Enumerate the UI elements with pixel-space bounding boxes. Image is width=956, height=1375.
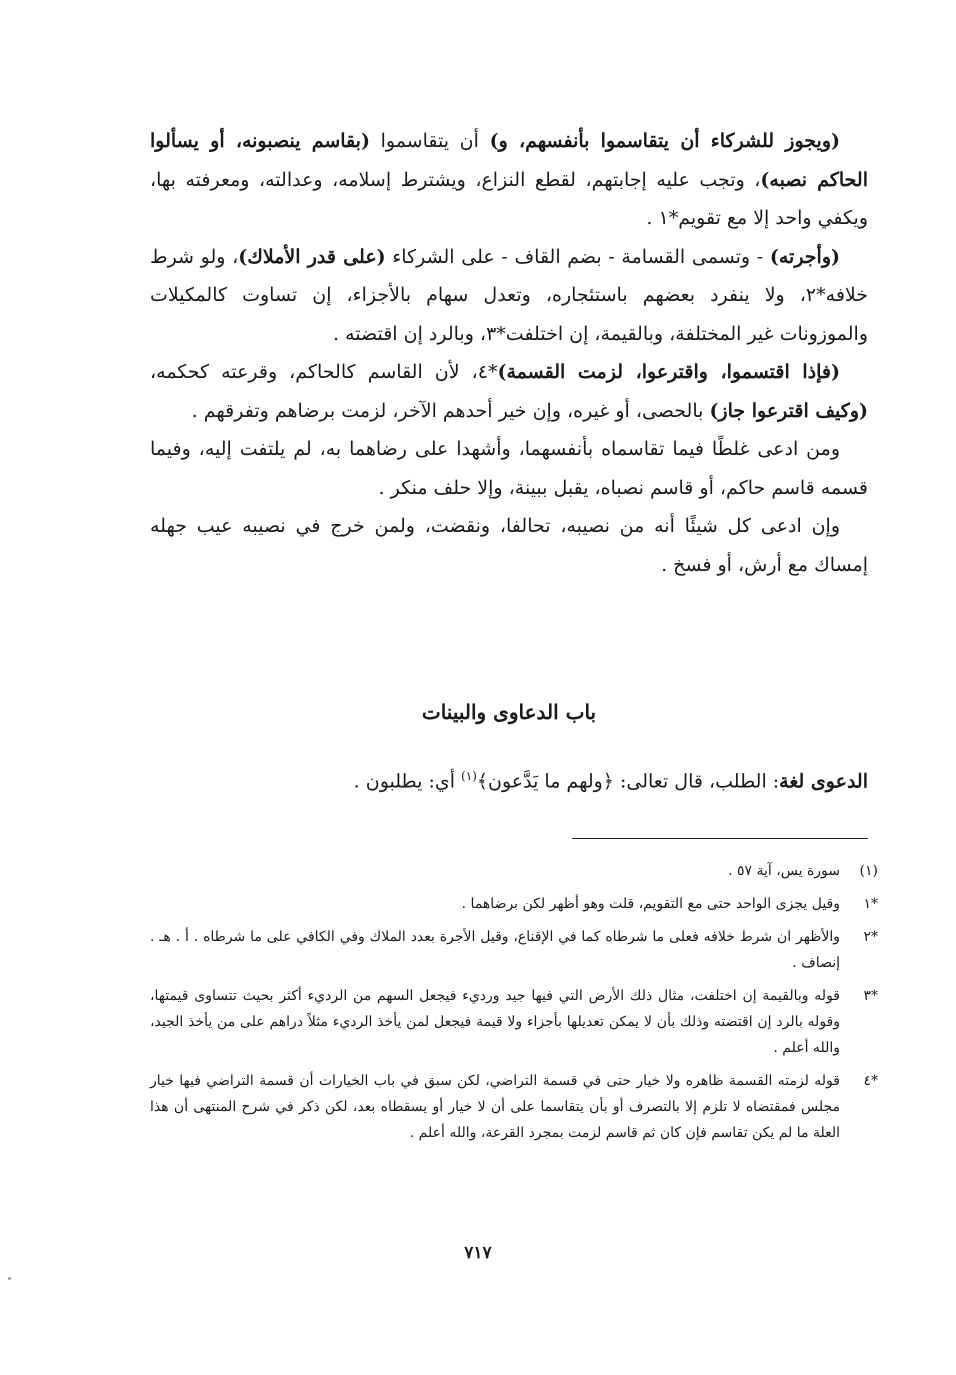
text-run: - وتسمى القسامة - بضم القاف - على الشركاء	[385, 245, 770, 268]
paragraph-1	[150, 122, 868, 238]
bold-phrase: (بقاسم ينصبونه، أو يسألوا الحاكم نصبه)	[150, 130, 868, 191]
footnote-text: والأظهر ان شرط خلافه فعلى ما شرطاه كما في الإقناع، وقيل الأجرة بعدد الملاك وفي الكافي على ما شرطاه . أ . هـ . إنصاف .	[150, 929, 840, 971]
paragraph-4: ومن ادعى غلطًا فيما تقاسماه بأنفسهما، وأشهدا على رضاهما به، لم يلتفت إليه، وفيما قسمه قاسم حاكم، أو قاسم نصباه، يقبل ببينة، وإلا حلف منكر .	[150, 438, 868, 499]
footnote-text: وقيل يجزى الواحد حتى مع التقويم، قلت وهو أظهر لكن برضاهما .	[461, 896, 840, 912]
text-run: أن يتقاسموا	[369, 130, 490, 152]
footnote-text: قوله وبالقيمة إن اختلفت، مثال ذلك الأرض التي فيها جيد ورديء فيجعل السهم من الرديء أكثر بحيث تتساوى قيمتها، وقوله بالرد إن اقتضته وذلك بأن لا يمكن تعديلها بأجزاء ولا قيمة فيجعل لمن يأخذ الرديء مثلاً دراهم على من يأخذ الجيد، والله أعلم .	[150, 988, 840, 1056]
scan-speck	[8, 1277, 11, 1280]
footnote-text: قوله لزمته القسمة ظاهره ولا خيار حتى في قسمة التراضي، لكن سبق في باب الخيارات أن قسمة التراضي فيها خيار مجلس فمقتضاه لا تلزم إلا بالتصرف أو بأن يتقاسما على أن لا خيار أو يسقطاه بعد، لكن ذكر في شرح المنتهى أن هذا العلة ما لم يكن تقاسم فإن كان ثم قاسم لزمت بمجرد القرعة، والله أعلم .	[150, 1073, 840, 1141]
page-number: ٧١٧	[464, 1243, 492, 1263]
paragraph-2	[150, 238, 868, 354]
bold-phrase: (وأجرته)	[769, 245, 840, 268]
quran-quote: ﴿ولهم ما يَدَّعون﴾	[476, 770, 614, 793]
text-run: بالحصى، أو غيره، وإن خير أحدهم الآخر، لزمت برضاهم وتفرقهم .	[191, 399, 710, 422]
footnotes	[150, 858, 878, 1153]
footnote	[150, 891, 878, 917]
footnote	[150, 924, 878, 976]
text-run: ، وتجب عليه إجابتهم، لقطع النزاع، ويشترط إسلامه، وعدالته، ومعرفته بها، ويكفي واحد إلا مع تقويم*١ .	[150, 168, 868, 229]
footnote	[150, 983, 878, 1061]
text-run: *٤، لأن القاسم كالحاكم، وقرعته كحكمه،	[150, 361, 498, 383]
section-heading: باب الدعاوى والبينات	[421, 700, 597, 724]
footnote	[150, 858, 878, 884]
footnote-mark: *١	[863, 896, 878, 912]
text-run: ، ولو شرط خلافه*٢، ولا ينفرد بعضهم باستئجاره، وتعدل سهام بالأجزاء، إن تساوت كالمكيلات والموزونات غير المختلفة، وبالقيمة، إن اختلفت*٣، وبالرد إن اقتضته .	[150, 245, 868, 345]
footnote-text: سورة يس، آية ٥٧ .	[728, 863, 840, 879]
footnote-divider	[572, 838, 868, 839]
definition-term: الدعوى لغة	[779, 770, 868, 793]
main-text	[150, 122, 868, 584]
bold-phrase: (فإذا اقتسموا، واقترعوا، لزمت القسمة)	[497, 361, 840, 383]
footnote-ref: (١)	[461, 769, 477, 783]
footnote-mark: *٤	[863, 1073, 878, 1089]
definition-line	[150, 758, 868, 799]
footnote-mark: *٣	[863, 988, 878, 1004]
bold-phrase: (وكيف اقترعوا جاز)	[709, 399, 868, 422]
footnote-mark: *٢	[863, 929, 878, 945]
paragraph-5: وإن ادعى كل شيئًا أنه من نصيبه، تحالفا، ونقضت، ولمن خرج في نصيبه عيب جهله إمساك مع أرش، أو فسخ .	[150, 515, 868, 576]
bold-phrase: (على قدر الأملاك)	[238, 245, 386, 268]
text-run: : الطلب، قال تعالى:	[613, 770, 780, 793]
bold-phrase: (ويجوز للشركاء أن يتقاسموا بأنفسهم، و)	[489, 130, 840, 152]
footnote	[150, 1068, 878, 1146]
text-run: أي: يطلبون .	[353, 770, 462, 793]
paragraph-3	[150, 353, 868, 430]
footnote-mark: (١)	[859, 863, 878, 879]
